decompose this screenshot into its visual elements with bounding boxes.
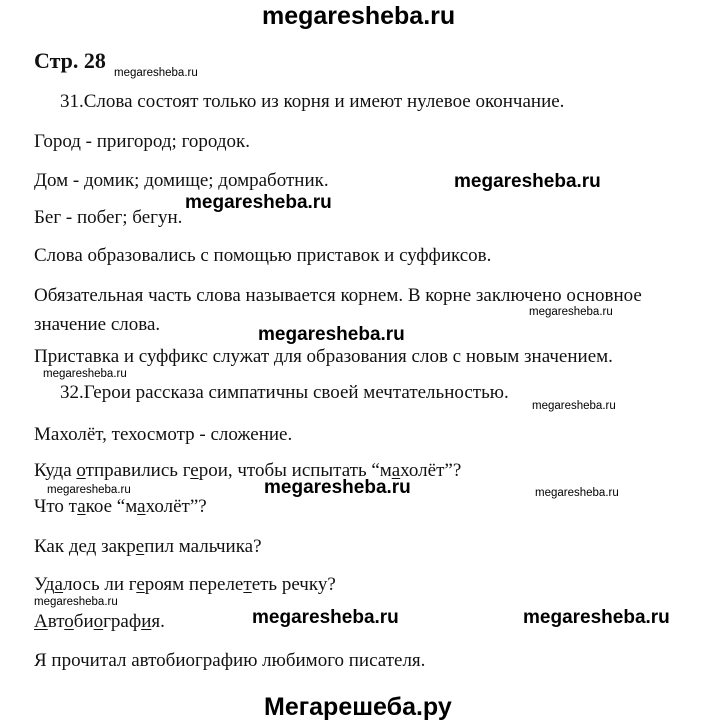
page-label: Стр. 28	[34, 48, 106, 73]
line-udalos: Удалось ли героям перелететь речку?	[34, 574, 336, 595]
watermark-small: megaresheba.ru	[535, 487, 619, 499]
line-beg: Бег - побег; бегун.	[34, 207, 183, 228]
line-chto-takoe: Что такое “махолёт”?	[34, 496, 207, 517]
watermark-large: megaresheba.ru	[454, 171, 601, 192]
watermark-large: megaresheba.ru	[523, 607, 670, 628]
line-slova-obrazovalis: Слова образовались с помощью приставок и суффиксов.	[34, 245, 492, 266]
watermark-small: megaresheba.ru	[34, 596, 118, 608]
site-footer: Мегарешеба.ру	[264, 693, 452, 721]
line-kuda: Куда отправились герои, чтобы испытать “махолёт”?	[34, 460, 462, 481]
watermark-small: megaresheba.ru	[529, 306, 613, 318]
watermark-small: megaresheba.ru	[43, 368, 127, 380]
line-obyazatelnaya-chast: Обязательная часть слова называется корнем. В корне заключено основное значение слова.	[34, 285, 642, 335]
line-pristavka-suffiks: Приставка и суффикс служат для образования слов с новым значением.	[34, 346, 613, 367]
watermark-large: megaresheba.ru	[252, 607, 399, 628]
line-avtobiografiya: Автобиография.	[34, 611, 165, 632]
watermark-small: megaresheba.ru	[532, 400, 616, 412]
line-dom: Дом - домик; домище; домработник.	[34, 170, 329, 191]
watermark-large: megaresheba.ru	[264, 477, 411, 498]
line-maholet: Махолёт, техосмотр - сложение.	[34, 424, 293, 445]
site-header: megaresheba.ru	[262, 2, 456, 30]
line-31: 31.Слова состоят только из корня и имеют нулевое окончание.	[60, 91, 565, 112]
watermark-small: megaresheba.ru	[47, 484, 131, 496]
line-kak-ded: Как дед закрепил мальчика?	[34, 536, 262, 557]
watermark-large: megaresheba.ru	[185, 192, 332, 213]
watermark-large: megaresheba.ru	[258, 324, 405, 345]
line-32: 32.Герои рассказа симпатичны своей мечтательностью.	[60, 382, 509, 403]
watermark-small: megaresheba.ru	[114, 67, 198, 79]
line-ya-prochital: Я прочитал автобиографию любимого писателя.	[34, 650, 426, 671]
line-gorod: Город - пригород; городок.	[34, 131, 250, 152]
